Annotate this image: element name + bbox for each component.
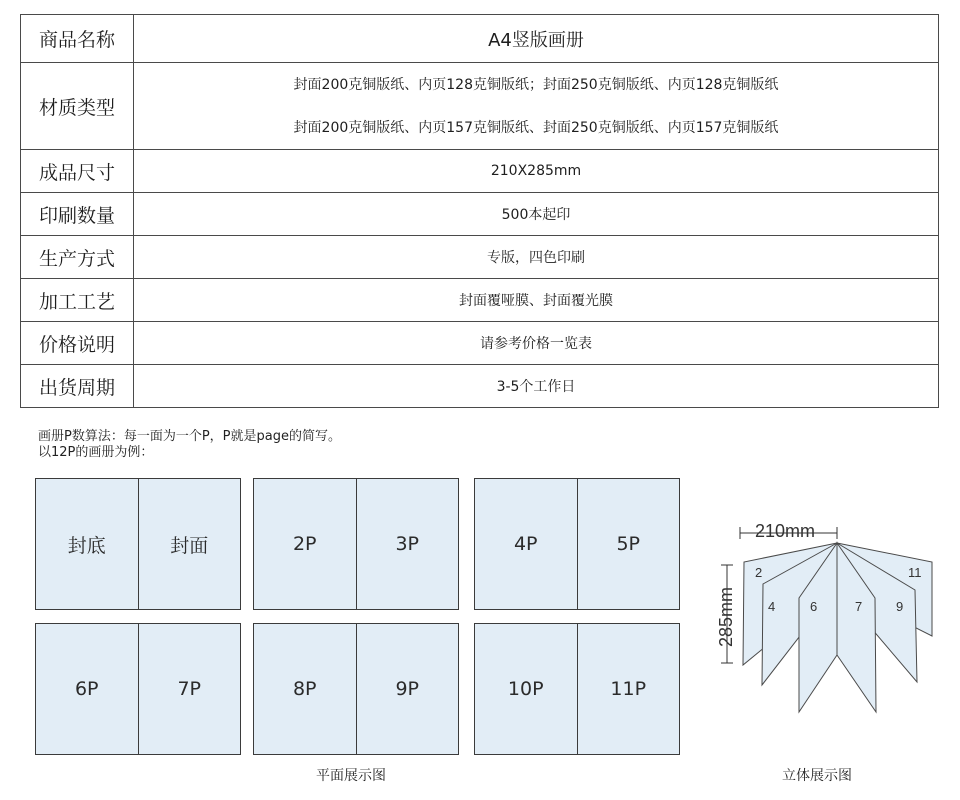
spec-label: 印刷数量 (21, 193, 134, 236)
page-cell: 2P (253, 478, 357, 610)
flat-layout-caption: 平面展示图 (316, 768, 386, 784)
spread-3 (474, 478, 680, 610)
spec-row-finishing (21, 279, 939, 322)
spread-6 (474, 623, 680, 755)
page-number-9: 9 (896, 599, 904, 614)
page-front-cover: 封面 (139, 478, 242, 610)
page-count-note (38, 429, 341, 461)
spec-row-product-name (21, 15, 939, 63)
spread-2 (253, 478, 459, 610)
spec-label: 价格说明 (21, 322, 134, 365)
spec-value: 请参考价格一览表 (134, 322, 939, 365)
spec-row-size (21, 150, 939, 193)
page-cell: 7P (139, 623, 242, 755)
page-number-4: 4 (768, 599, 776, 614)
note-line-1: 画册P数算法：每一面为一个P，P就是page的简写。 (38, 429, 341, 444)
spec-row-price (21, 322, 939, 365)
height-label: 285mm (716, 586, 736, 647)
page-cell: 8P (253, 623, 357, 755)
page-cell: 9P (357, 623, 460, 755)
note-line-2: 以12P的画册为例： (38, 445, 154, 460)
isometric-booklet (700, 515, 945, 715)
spec-label: 出货周期 (21, 365, 134, 408)
spread-4 (35, 623, 241, 755)
spec-label: 材质类型 (21, 63, 134, 150)
page-number-7: 7 (855, 599, 863, 614)
spec-row-production (21, 236, 939, 279)
spec-value: 3-5个工作日 (134, 365, 939, 408)
page-number-11: 11 (908, 565, 922, 580)
spec-value: A4竖版画册 (134, 15, 939, 63)
spec-value: 210X285mm (134, 150, 939, 193)
page-number-2: 2 (755, 565, 763, 580)
spec-value: 专版，四色印刷 (134, 236, 939, 279)
page-cell: 5P (578, 478, 681, 610)
spec-value: 500本起印 (134, 193, 939, 236)
spec-row-material (21, 63, 939, 150)
page-number-6: 6 (810, 599, 818, 614)
page-cell: 10P (474, 623, 578, 755)
width-label: 210mm (755, 521, 816, 541)
page-cell: 4P (474, 478, 578, 610)
material-line-2: 封面200克铜版纸、内页157克铜版纸、封面250克铜版纸、内页157克铜版纸 (293, 119, 779, 136)
spec-value-material (134, 63, 939, 150)
spec-label: 生产方式 (21, 236, 134, 279)
spec-row-quantity (21, 193, 939, 236)
spec-label: 商品名称 (21, 15, 134, 63)
spread-1 (35, 478, 241, 610)
page-cell: 6P (35, 623, 139, 755)
material-line-1: 封面200克铜版纸、内页128克铜版纸；封面250克铜版纸、内页128克铜版纸 (293, 76, 779, 93)
spec-label: 成品尺寸 (21, 150, 134, 193)
spec-table (20, 14, 939, 408)
page-back-cover: 封底 (35, 478, 139, 610)
spread-5 (253, 623, 459, 755)
spec-row-delivery (21, 365, 939, 408)
page-cell: 3P (357, 478, 460, 610)
spec-label: 加工工艺 (21, 279, 134, 322)
isometric-caption: 立体展示图 (782, 768, 852, 784)
spec-value: 封面覆哑膜、封面覆光膜 (134, 279, 939, 322)
page-cell: 11P (578, 623, 681, 755)
